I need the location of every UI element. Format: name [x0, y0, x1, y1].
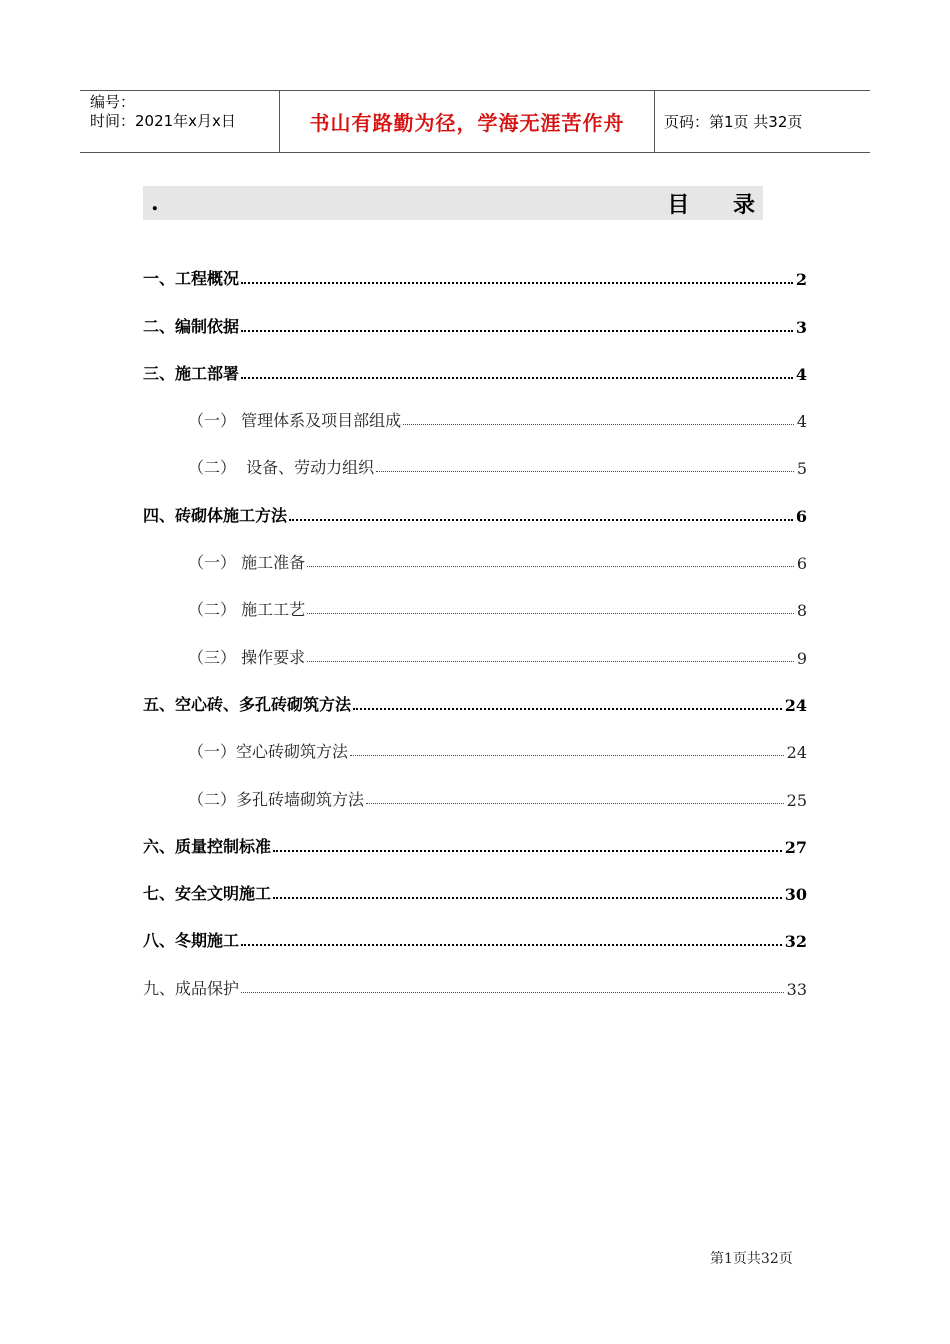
- toc-entry-label: 五、空心砖、多孔砖砌筑方法: [143, 694, 352, 714]
- toc-leader-dots: [273, 850, 782, 852]
- toc-entry[interactable]: [143, 252, 807, 299]
- toc-entry-page: 2: [795, 270, 807, 290]
- toc-entry[interactable]: [143, 914, 807, 961]
- toc-entry[interactable]: [143, 961, 807, 1008]
- toc-entry-label: （二）多孔砖墙砌筑方法: [188, 789, 365, 809]
- toc-leader-dots: [289, 519, 793, 521]
- document-number-label: 编号：: [90, 93, 136, 111]
- toc-entry-label: 一、工程概况: [143, 269, 240, 289]
- header-motto: 书山有路勤为径，学海无涯苦作舟: [280, 91, 655, 152]
- toc-entry-page: 25: [786, 790, 807, 810]
- toc-entry-page: 5: [796, 459, 807, 479]
- toc-entry-label: （一）空心砖砌筑方法: [188, 742, 349, 762]
- toc-entry[interactable]: [143, 347, 807, 394]
- toc-entry-label: 四、砖砌体施工方法: [143, 505, 288, 525]
- toc-entry-label: （二） 设备、劳动力组织: [188, 458, 375, 478]
- page-header: [80, 90, 870, 153]
- toc-leader-dots: [353, 708, 782, 710]
- toc-entry[interactable]: [143, 488, 807, 535]
- toc-title: 目 录: [667, 191, 773, 218]
- toc-entry-label: （一） 施工准备: [188, 553, 306, 573]
- toc-entry[interactable]: [143, 820, 807, 867]
- toc-leader-dots: [241, 330, 793, 332]
- toc-leader-dots: [307, 661, 794, 662]
- toc-leader-dots: [307, 613, 794, 614]
- toc-entry-page: 30: [784, 885, 807, 905]
- header-page-info: 页码：第1页 共32页: [664, 113, 803, 131]
- toc-leader-dots: [350, 755, 784, 756]
- toc-entry[interactable]: [143, 867, 807, 914]
- toc-entry-label: 三、施工部署: [143, 363, 240, 383]
- header-meta: [80, 91, 280, 152]
- toc-leader-dots: [241, 944, 782, 946]
- toc-entry-page: 4: [795, 364, 807, 384]
- toc-subentry[interactable]: [143, 583, 807, 630]
- toc-entry-page: 9: [796, 648, 807, 668]
- toc-title-dot: .: [151, 190, 159, 216]
- toc-entry-label: （三） 操作要求: [188, 647, 306, 667]
- toc-entry-label: 二、编制依据: [143, 316, 240, 336]
- toc-subentry[interactable]: [143, 394, 807, 441]
- toc-leader-dots: [273, 897, 782, 899]
- toc-subentry[interactable]: [143, 441, 807, 488]
- toc-entry-page: 24: [786, 743, 807, 763]
- toc-leader-dots: [241, 992, 784, 993]
- toc-entry-page: 8: [796, 601, 807, 621]
- toc-entry-label: 六、质量控制标准: [143, 836, 272, 856]
- toc-entry-label: 九、成品保护: [143, 978, 240, 998]
- toc-entry-label: （一） 管理体系及项目部组成: [188, 411, 402, 431]
- toc-entry[interactable]: [143, 299, 807, 346]
- toc-subentry[interactable]: [143, 772, 807, 819]
- toc-entry[interactable]: [143, 678, 807, 725]
- toc-leader-dots: [241, 377, 793, 379]
- toc-subentry[interactable]: [143, 630, 807, 677]
- toc-leader-dots: [403, 424, 794, 425]
- toc-subentry[interactable]: [143, 536, 807, 583]
- toc-entry-page: 33: [786, 979, 807, 999]
- toc-entry-page: 27: [784, 837, 807, 857]
- toc-entry-page: 32: [784, 932, 807, 952]
- document-time-label: 时间：2021年x月x日: [90, 112, 236, 130]
- toc-leader-dots: [366, 803, 784, 804]
- page-footer: 第1页共32页: [710, 1251, 793, 1267]
- toc-entry-label: 八、冬期施工: [143, 931, 240, 951]
- toc-title-banner: [143, 186, 773, 220]
- toc-leader-dots: [241, 282, 793, 284]
- toc-entry-page: 4: [796, 412, 807, 432]
- toc-leader-dots: [307, 566, 794, 567]
- toc-entry-page: 24: [784, 695, 807, 715]
- toc-subentry[interactable]: [143, 725, 807, 772]
- toc-entry-page: 6: [796, 554, 807, 574]
- toc-leader-dots: [376, 471, 794, 472]
- table-of-contents: [143, 252, 807, 1009]
- toc-entry-label: 七、安全文明施工: [143, 884, 272, 904]
- toc-entry-label: （二） 施工工艺: [188, 600, 306, 620]
- toc-entry-page: 3: [795, 317, 807, 337]
- toc-entry-page: 6: [795, 506, 807, 526]
